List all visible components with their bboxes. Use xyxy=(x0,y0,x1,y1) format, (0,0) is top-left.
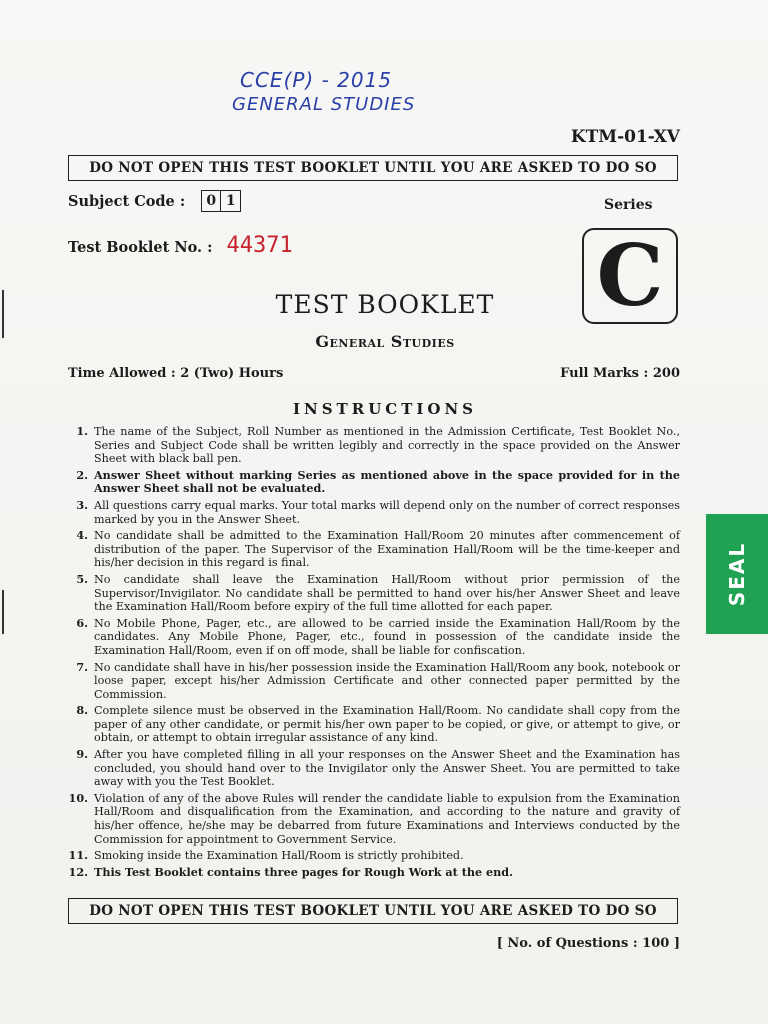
test-booklet-no-row xyxy=(68,233,293,258)
subject-code-row xyxy=(68,190,241,212)
instruction-item xyxy=(64,573,680,614)
instruction-text: After you have completed filling in all your responses on the Answer Sheet and the Examination has concluded, you should hand over to the Invigilator only the Answer Sheet. You are permitted to take away with you the Test Booklet. xyxy=(94,748,680,789)
handwritten-subject: GENERAL STUDIES xyxy=(232,94,416,115)
instruction-item xyxy=(64,425,680,466)
series-label: Series xyxy=(604,197,653,213)
no-of-questions: [ No. of Questions : 100 ] xyxy=(496,936,680,951)
warning-banner-bottom: DO NOT OPEN THIS TEST BOOKLET UNTIL YOU ARE ASKED TO DO SO xyxy=(68,898,678,924)
instruction-number: 10. xyxy=(68,790,88,805)
instruction-text: The name of the Subject, Roll Number as mentioned in the Admission Certificate, Test Booklet No., Series and Subject Code shall be written legibly and correctly in the space provided on the Answer Sheet with black ball pen. xyxy=(94,425,680,466)
instruction-number: 8. xyxy=(76,703,88,718)
page-title: TEST BOOKLET xyxy=(275,290,495,319)
page-subtitle: General Studies xyxy=(315,332,455,351)
instruction-text: Smoking inside the Examination Hall/Room is strictly prohibited. xyxy=(94,849,464,863)
instruction-item xyxy=(64,748,680,789)
binding-mark xyxy=(2,290,4,338)
instructions-list xyxy=(64,425,680,882)
instruction-text: Violation of any of the above Rules will render the candidate liable to expulsion from the Examination Hall/Room and disqualification from the Examination, and according to the nature and gravity of his/her offence, he/she may be debarred from future Examinations and Interviews conducted by the Commission for appointment to Government Service. xyxy=(94,791,680,846)
instruction-number: 2. xyxy=(76,467,88,482)
instruction-text: No candidate shall leave the Examination Hall/Room without prior permission of the Supervisor/Invigilator. No candidate shall be permitted to hand over his/her Answer Sheet and leave the Examination Hall/Room before expiry of the full time allotted for each paper. xyxy=(94,572,680,614)
instruction-item xyxy=(64,704,680,745)
instruction-item xyxy=(64,529,680,570)
instruction-number: 12. xyxy=(68,864,88,879)
instruction-item xyxy=(64,792,680,846)
seal-tab[interactable] xyxy=(706,514,768,634)
instruction-item xyxy=(64,866,680,880)
seal-label: SEAL xyxy=(725,541,750,607)
handwritten-exam-code: CCE(P) - 2015 xyxy=(240,68,393,92)
instruction-number: 5. xyxy=(76,571,88,586)
subject-code-digit: 0 xyxy=(201,190,221,212)
subject-code-box xyxy=(201,190,241,212)
instruction-text: This Test Booklet contains three pages for Rough Work at the end. xyxy=(94,864,513,879)
instructions-heading: INSTRUCTIONS xyxy=(293,400,477,418)
instruction-number: 11. xyxy=(68,848,88,863)
instruction-text: No candidate shall be admitted to the Examination Hall/Room 20 minutes after commencement of distribution of the paper. The Supervisor of the Examination Hall/Room will be the time-keeper and his/her decision in this regard is final. xyxy=(94,529,680,570)
subject-code-label: Subject Code : xyxy=(68,192,186,210)
test-booklet-no-value: 44371 xyxy=(226,233,293,258)
series-letter-box: C xyxy=(582,228,678,324)
instruction-number: 6. xyxy=(76,615,88,630)
warning-banner-top: DO NOT OPEN THIS TEST BOOKLET UNTIL YOU ARE ASKED TO DO SO xyxy=(68,155,678,181)
instruction-item xyxy=(64,617,680,658)
binding-mark xyxy=(2,590,4,634)
instruction-text: Answer Sheet without marking Series as mentioned above in the space provided for in the Answer Sheet shall not be evaluated. xyxy=(94,467,680,496)
instruction-item xyxy=(64,849,680,863)
subject-code-digit: 1 xyxy=(221,190,241,212)
instruction-item xyxy=(64,469,680,496)
instruction-text: No candidate shall have in his/her possession inside the Examination Hall/Room any book, notebook or loose paper, except his/her Admission Certificate and other connected paper permitted by the Commission. xyxy=(94,660,680,701)
full-marks: Full Marks : 200 xyxy=(560,366,680,381)
instruction-number: 3. xyxy=(76,497,88,512)
booklet-code: KTM-01-XV xyxy=(570,127,680,147)
instruction-number: 9. xyxy=(76,747,88,762)
instruction-text: All questions carry equal marks. Your total marks will depend only on the number of correct responses marked by you in the Answer Sheet. xyxy=(94,498,680,526)
instruction-text: Complete silence must be observed in the Examination Hall/Room. No candidate shall copy from the paper of any other candidate, or permit his/her own paper to be copied, or give, or attempt to give, or obtain, or attempt to obtain irregular assistance of any kind. xyxy=(94,704,680,745)
test-booklet-no-label: Test Booklet No. : xyxy=(68,239,213,256)
instruction-item xyxy=(64,661,680,702)
instruction-number: 1. xyxy=(76,424,88,438)
time-allowed: Time Allowed : 2 (Two) Hours xyxy=(68,366,284,381)
instruction-number: 7. xyxy=(76,659,88,674)
instruction-item xyxy=(64,499,680,526)
instruction-text: No Mobile Phone, Pager, etc., are allowed to be carried inside the Examination Hall/Room by the candidates. Any Mobile Phone, Pager, etc., found in possession of the candidate inside the Examination Hall/Room, even if on off mode, shall be liable for confiscation. xyxy=(94,616,680,657)
instruction-number: 4. xyxy=(76,528,88,543)
